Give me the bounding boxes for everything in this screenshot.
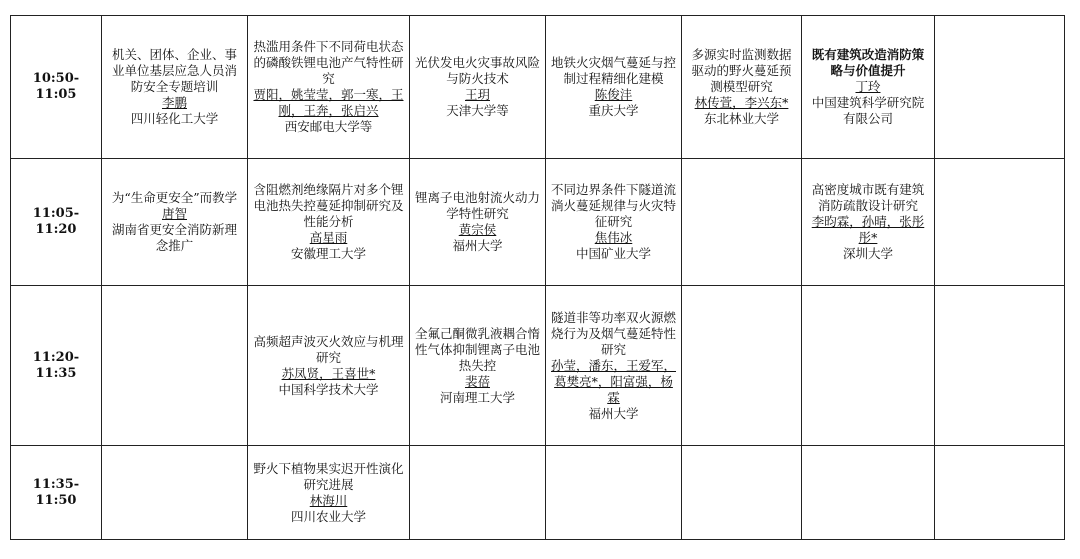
session-cell [802,16,935,159]
time-slot: 10:50-11:05 [11,16,102,159]
session-cell [682,16,802,159]
talk-author: 林海川 [309,492,348,508]
talk-author: 黄宗侯 [458,222,497,237]
talk-title: 地铁火灾烟气蔓延与控制过程精细化建模 [550,55,676,86]
talk-author: 唐智 [161,206,187,221]
session-cell [248,446,410,540]
talk-organization: 四川轻化工大学 [130,111,219,126]
talk-organization: 深圳大学 [842,246,893,261]
talk-organization: 湖南省更安全消防新理念推广 [111,222,237,253]
talk-title: 锂离子电池射流火动力学特性研究 [414,190,540,221]
session-cell [546,159,682,286]
table-row [11,446,1065,540]
session-cell [102,286,248,446]
talk-organization: 河南理工大学 [439,389,515,405]
table-row [11,159,1065,286]
talk-title: 全氟己酮微乳液耦合惰性气体抑制锂离子电池热失控 [414,325,540,373]
session-cell [102,16,248,159]
talk-title: 高频超声波灭火效应与机理研究 [253,333,404,365]
session-cell [935,286,1065,446]
talk-title: 含阻燃剂绝缘隔片对多个锂电池热失控蔓延抑制研究及性能分析 [253,182,404,229]
session-cell [935,16,1065,159]
talk-author: 高星雨 [309,230,348,245]
talk-organization: 东北林业大学 [703,111,779,126]
talk-organization: 福州大学 [588,405,639,421]
talk-author: 陈俊沣 [594,87,633,102]
talk-title: 光伏发电火灾事故风险与防火技术 [414,55,540,86]
talk-organization: 西安邮电大学等 [284,119,373,134]
session-cell [682,446,802,540]
session-cell [682,159,802,286]
table-row [11,286,1065,446]
talk-title: 高密度城市既有建筑消防疏散设计研究 [811,182,925,213]
talk-author: 苏凤贤，王喜世* [281,365,376,381]
talk-title: 为“生命更安全”而教学 [111,190,238,205]
talk-organization: 重庆大学 [588,103,639,118]
time-slot: 11:35-11:50 [11,446,102,540]
time-slot: 11:20-11:35 [11,286,102,446]
talk-title: 热滥用条件下不同荷电状态的磷酸铁锂电池产气特性研究 [253,39,404,86]
session-cell [102,159,248,286]
session-cell [935,159,1065,286]
session-cell [546,16,682,159]
time-slot: 11:05-11:20 [11,159,102,286]
table-row [11,16,1065,159]
talk-title: 机关、团体、企业、事业单位基层应急人员消防安全专题培训 [111,47,237,94]
talk-title: 多源实时监测数据驱动的野火蔓延预测模型研究 [691,47,792,94]
session-cell [248,286,410,446]
talk-author: 李鹏 [161,95,187,110]
talk-author: 贾阳，姚莹莹，郭一寒，王刚，王奔，张启兴 [253,87,404,118]
session-cell [802,159,935,286]
session-cell [546,446,682,540]
talk-organization: 福州大学 [452,238,503,253]
session-cell [682,286,802,446]
talk-organization: 安徽理工大学 [290,246,366,261]
talk-organization: 中国科学技术大学 [278,381,379,397]
session-cell [935,446,1065,540]
session-cell [410,159,546,286]
session-cell [546,286,682,446]
talk-author: 裴蓓 [464,373,490,389]
talk-organization: 四川农业大学 [290,508,366,524]
talk-title: 野火下植物果实迟开性演化研究进展 [253,460,404,492]
session-cell [410,286,546,446]
talk-organization: 中国矿业大学 [575,246,651,261]
talk-author: 孙莹，潘东，王爱军，葛樊亮*，阳富强，杨霖 [550,357,676,405]
session-cell [802,286,935,446]
talk-author: 林传萱，李兴东* [694,95,789,110]
session-cell [802,446,935,540]
talk-organization: 中国建筑科学研究院有限公司 [811,95,925,126]
talk-author: 王玥 [464,87,490,102]
talk-author: 焦伟冰 [594,230,633,245]
talk-title: 既有建筑改造消防策略与价值提升 [811,47,925,78]
session-cell [248,159,410,286]
session-cell [102,446,248,540]
talk-title: 隧道非等功率双火源燃烧行为及烟气蔓延特性研究 [550,309,676,357]
talk-title: 不同边界条件下隧道流淌火蔓延规律与火灾特征研究 [550,182,676,229]
session-cell [410,16,546,159]
schedule-table [10,15,1065,540]
talk-author: 丁玲 [855,79,881,94]
session-cell [248,16,410,159]
talk-author: 李昀霖，孙晴，张彤彤* [811,214,925,245]
session-cell [410,446,546,540]
talk-organization: 天津大学等 [446,103,509,118]
